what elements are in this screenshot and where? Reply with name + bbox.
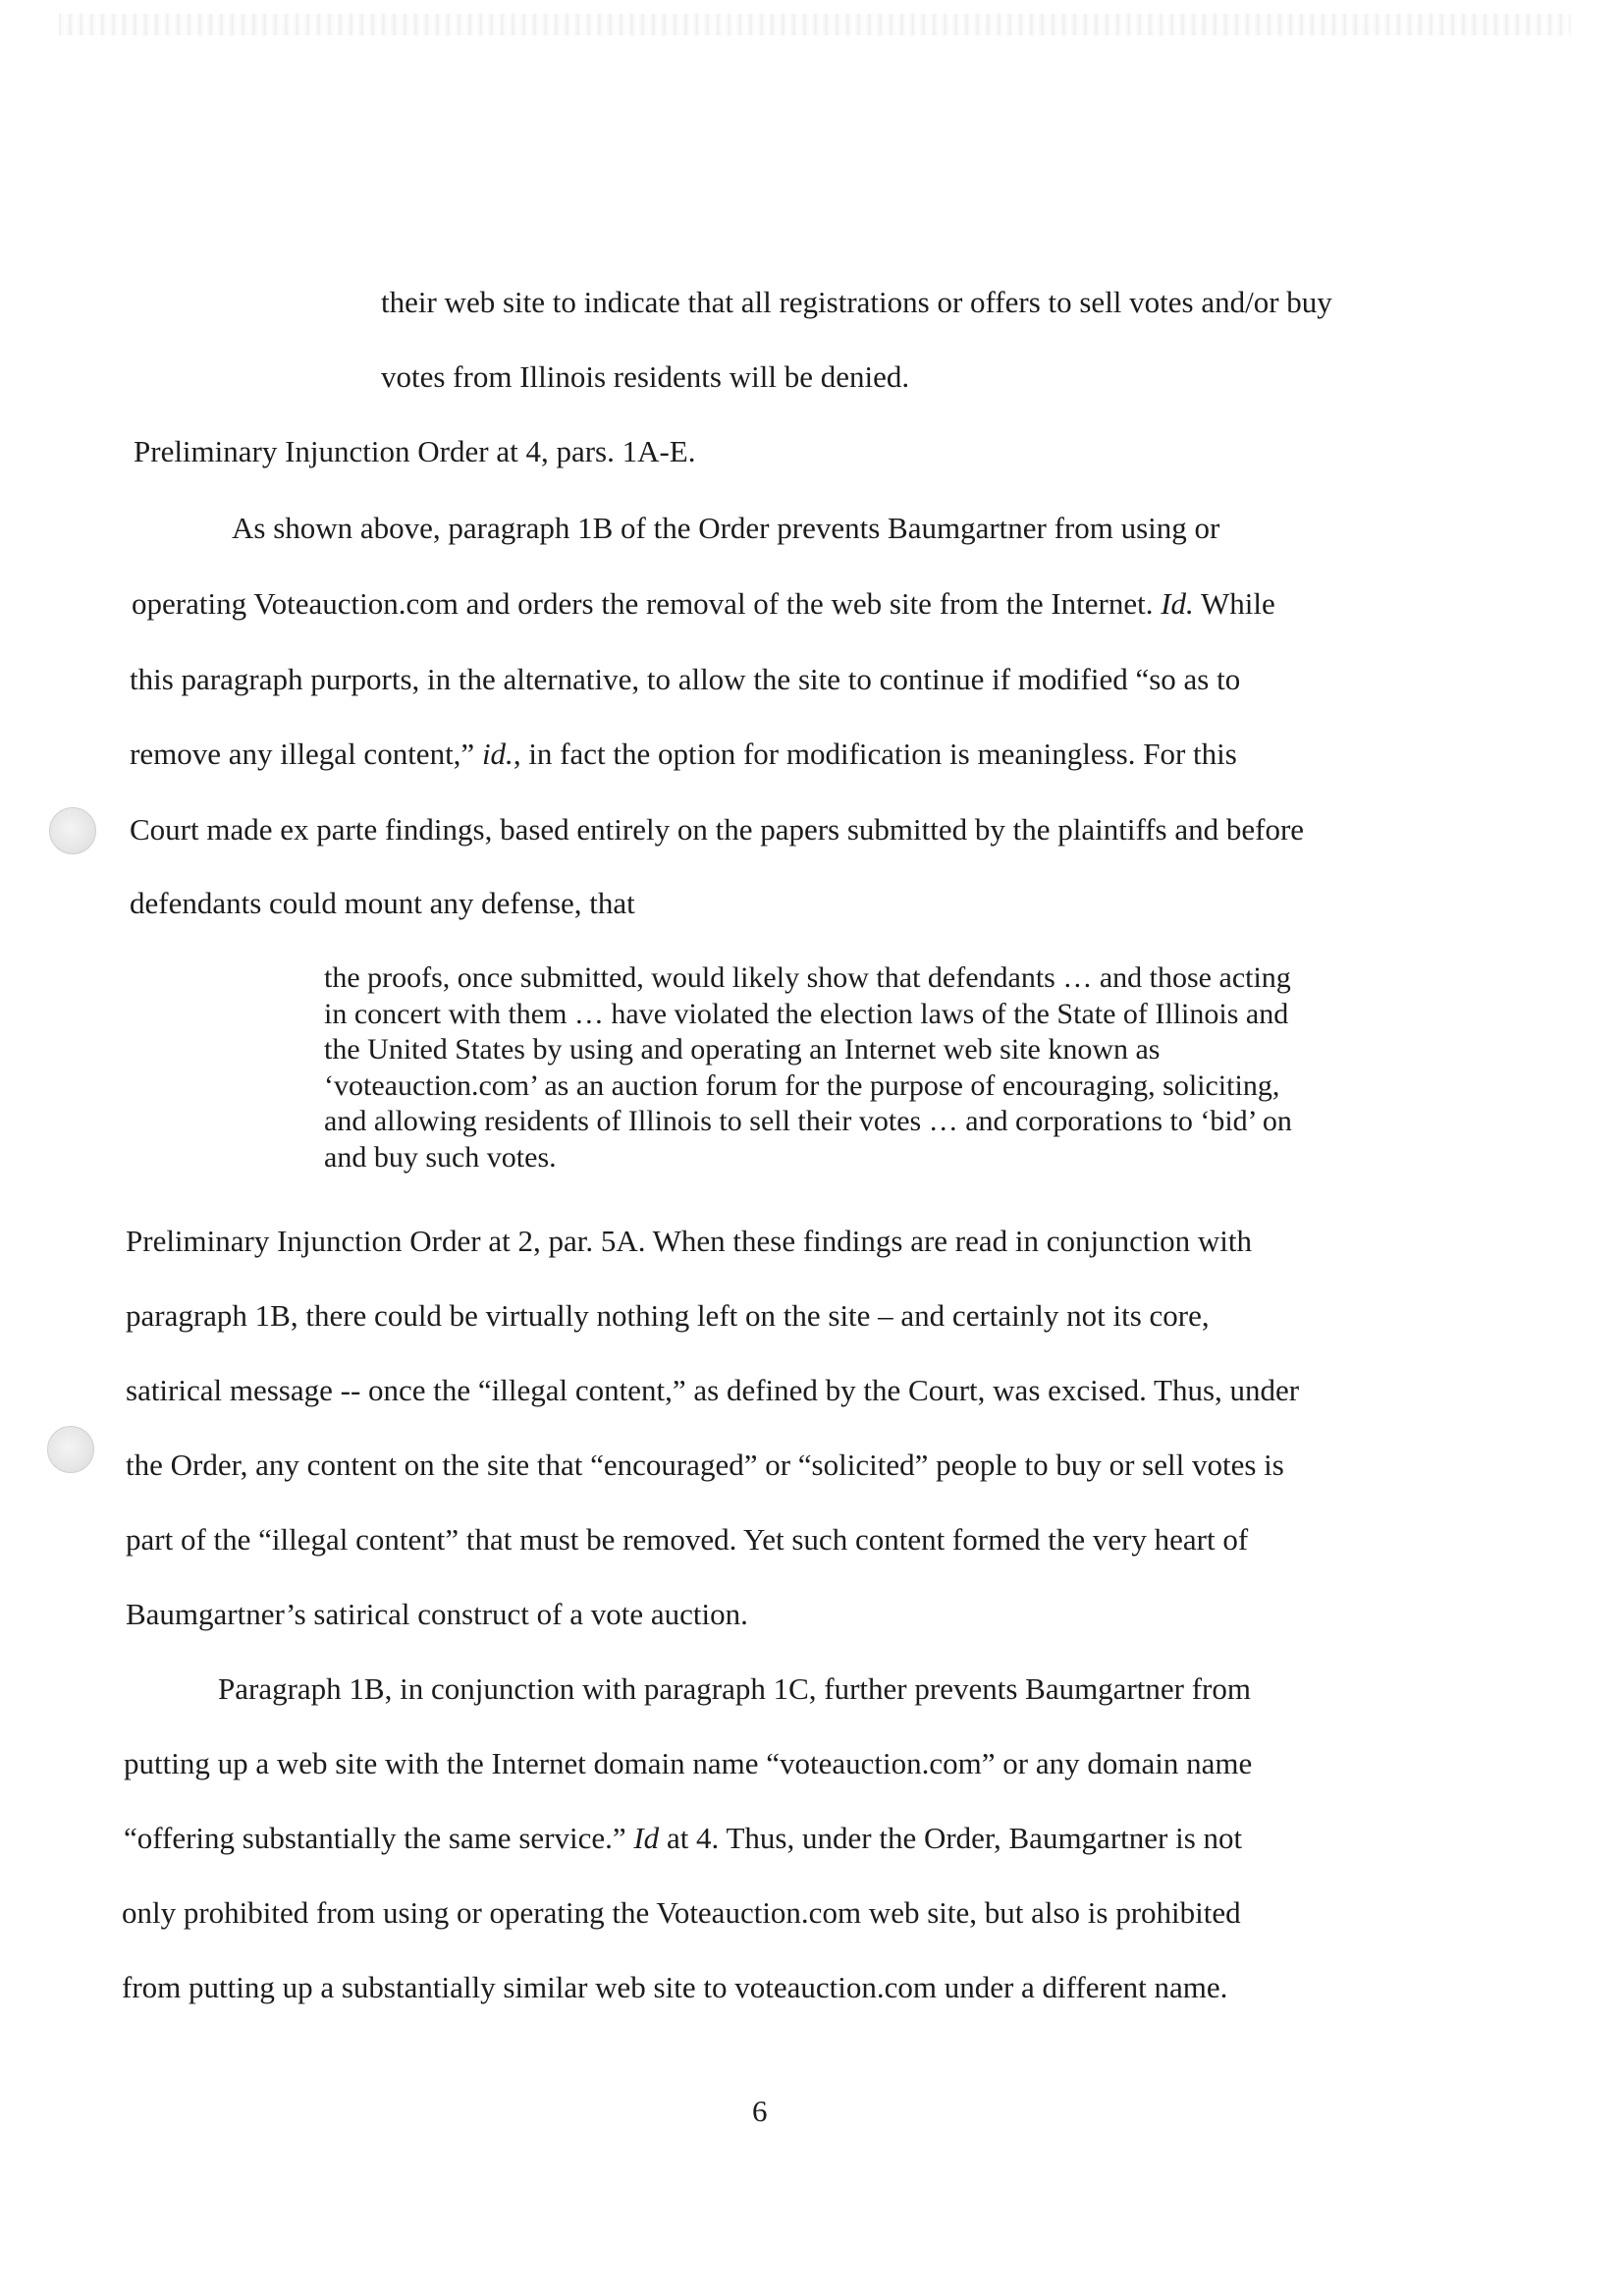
- quote-line: and buy such votes.: [324, 1140, 557, 1174]
- text-line: Preliminary Injunction Order at 4, pars. 1A-E.: [134, 434, 696, 468]
- page-number: 6: [752, 2094, 768, 2128]
- quote-line: the United States by using and operating an Internet web site known as: [324, 1033, 1161, 1066]
- quote-line: the proofs, once submitted, would likely show that defendants … and those acting: [324, 961, 1291, 994]
- text-line: from putting up a substantially similar web site to voteauction.com under a different name.: [122, 1970, 1228, 2004]
- text-line: satirical message -- once the “illegal content,” as defined by the Court, was excised. Thus, under: [126, 1373, 1300, 1407]
- text-line: paragraph 1B, there could be virtually nothing left on the site – and certainly not its core,: [126, 1298, 1210, 1333]
- text-line: Preliminary Injunction Order at 2, par. 5A. When these findings are read in conjunction with: [126, 1224, 1252, 1258]
- quote-line: and allowing residents of Illinois to sell their votes … and corporations to ‘bid’ on: [324, 1105, 1292, 1137]
- punch-hole-upper: [49, 807, 96, 854]
- block-quote: [324, 960, 1414, 1175]
- text-line: their web site to indicate that all registrations or offers to sell votes and/or buy: [381, 285, 1332, 319]
- text-line: remove any illegal content,” id., in fact the option for modification is meaningless. For this: [130, 737, 1237, 771]
- text-line: As shown above, paragraph 1B of the Order prevents Baumgartner from using or: [232, 511, 1220, 545]
- text-line: defendants could mount any defense, that: [130, 886, 635, 920]
- text-line: “offering substantially the same service.” Id at 4. Thus, under the Order, Baumgartner is not: [124, 1821, 1243, 1855]
- text-line: putting up a web site with the Internet domain name “voteauction.com” or any domain name: [124, 1746, 1253, 1780]
- text-line: Court made ex parte findings, based entirely on the papers submitted by the plaintiffs and before: [130, 812, 1305, 847]
- punch-hole-lower: [47, 1426, 94, 1473]
- text-line: only prohibited from using or operating the Voteauction.com web site, but also is prohibited: [122, 1895, 1241, 1930]
- text-line: the Order, any content on the site that “encouraged” or “solicited” people to buy or sell votes is: [126, 1448, 1284, 1482]
- text-line: Paragraph 1B, in conjunction with paragraph 1C, further prevents Baumgartner from: [218, 1671, 1251, 1706]
- text-line: votes from Illinois residents will be denied.: [381, 359, 910, 394]
- citation-id: id.: [481, 737, 514, 771]
- citation-id: Id.: [1161, 586, 1194, 621]
- text-line: this paragraph purports, in the alternative, to allow the site to continue if modified “so as to: [130, 662, 1241, 696]
- citation-id: Id: [633, 1821, 660, 1855]
- text-line: Baumgartner’s satirical construct of a vote auction.: [126, 1597, 748, 1631]
- scan-artifact-top: [59, 14, 1571, 35]
- text-line: part of the “illegal content” that must be removed. Yet such content formed the very heart of: [126, 1522, 1249, 1557]
- quote-line: ‘voteauction.com’ as an auction forum for the purpose of encouraging, soliciting,: [324, 1068, 1280, 1102]
- text-line: operating Voteauction.com and orders the removal of the web site from the Internet. Id. While: [132, 586, 1275, 621]
- quote-line: in concert with them … have violated the election laws of the State of Illinois and: [324, 997, 1289, 1030]
